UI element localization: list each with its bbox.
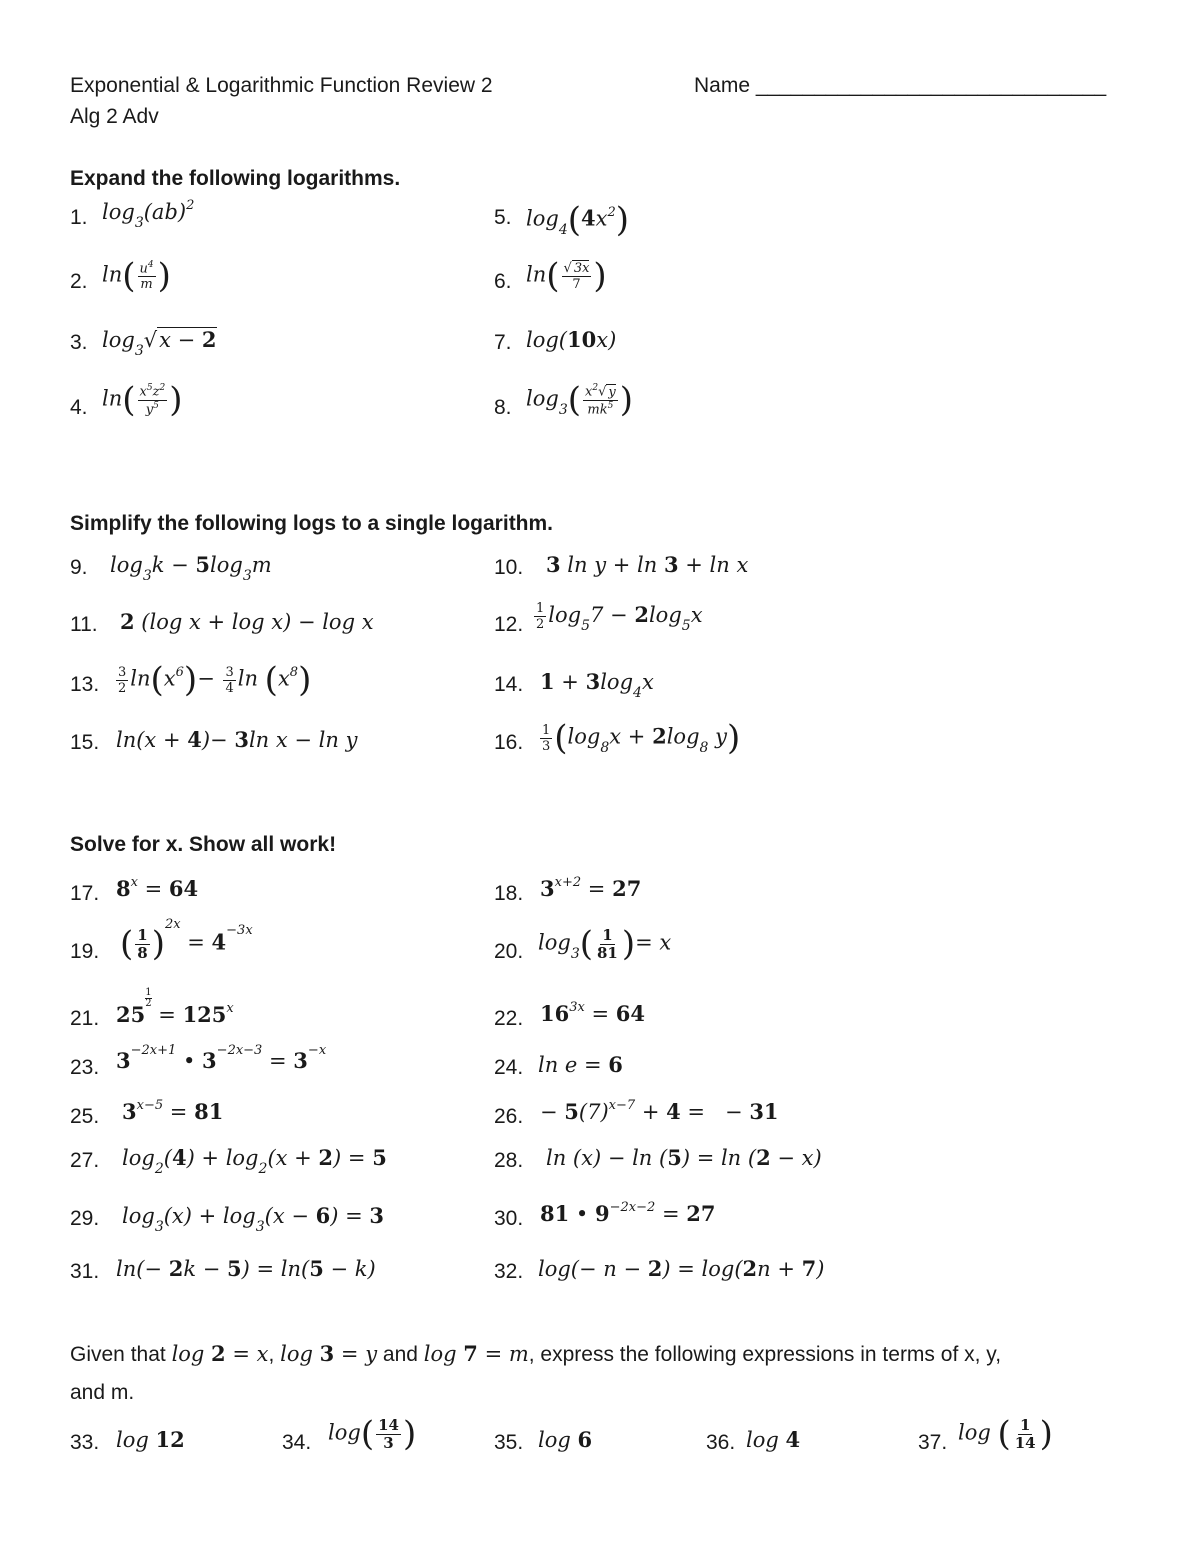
problem-number: 27. xyxy=(70,1149,100,1172)
problem-number: 24. xyxy=(494,1056,524,1079)
problem-number: 12. xyxy=(494,613,524,636)
given-instructions: Given that log 2 = x, log 3 = y and log 7 = m, express the following expressions in terms of x, y, xyxy=(70,1341,1002,1366)
problem-21-expression: 25 $\frac{1}{2}$ = $125^x$ xyxy=(116,987,234,1027)
problem-number: 21. xyxy=(70,1007,100,1030)
problem-number: 29. xyxy=(70,1207,100,1230)
problem-number: 8. xyxy=(494,396,512,419)
problem-29-expression: $\log_3(x) + \log_3(x - 6) = 3$ xyxy=(122,1203,385,1236)
problem-1-expression: $\log_3(ab)^2$ xyxy=(102,198,195,232)
problem-number: 34. xyxy=(282,1431,312,1454)
problem-number: 22. xyxy=(494,1007,524,1030)
problem-33-expression: log 12 xyxy=(116,1427,185,1452)
problem-number: 25. xyxy=(70,1105,100,1128)
problem-number: 30. xyxy=(494,1207,524,1230)
problem-number: 31. xyxy=(70,1260,100,1283)
problem-36-expression: log 4 xyxy=(746,1427,801,1452)
problem-4-expression: ln( $\frac{x^5z^2}{y^5}$ ) xyxy=(102,380,183,420)
problem-number: 1. xyxy=(70,206,88,229)
worksheet-title: Exponential & Logarithmic Function Review 2 xyxy=(70,74,493,97)
section-heading-expand: Expand the following logarithms. xyxy=(70,167,401,190)
given-expr-2: log 3 = y xyxy=(280,1341,378,1366)
problem-number: 17. xyxy=(70,882,100,905)
problem-number: 4. xyxy=(70,396,88,419)
given-expr-3: log 7 = m xyxy=(423,1341,529,1366)
problem-32-expression: log(− n − 2) = log(2n + 7) xyxy=(538,1256,825,1281)
problem-16-expression: $\frac{1}{3}$ ($\log_8x + 2\log_8$ y) xyxy=(542,718,741,758)
section-heading-solve: Solve for x. Show all work! xyxy=(70,833,337,856)
problem-14-expression: $1 + 3\log_4x$ xyxy=(540,669,654,702)
problem-number: 7. xyxy=(494,331,512,354)
problem-34-expression: log( $\frac{14}{3}$ ) xyxy=(328,1414,417,1454)
problem-20-expression: $\log_3$( $\frac{1}{81}$ )= x xyxy=(538,924,672,964)
problem-26-expression: − $5(7)^{x-7} + 4$ = − 31 xyxy=(540,1098,779,1124)
problem-number: 28. xyxy=(494,1149,524,1172)
problem-number: 9. xyxy=(70,556,88,579)
problem-3-expression: $\log_3√x - 2$ xyxy=(102,327,217,360)
problem-31-expression: ln(− 2k − 5) = ln(5 − k) xyxy=(116,1256,376,1281)
problem-number: 16. xyxy=(494,731,524,754)
problem-7-expression: log(10x) xyxy=(526,327,617,352)
course-label: Alg 2 Adv xyxy=(70,105,159,128)
problem-2-expression: ln( $\frac{u^4}{m}$ ) xyxy=(102,256,171,296)
problem-number: 18. xyxy=(494,882,524,905)
problem-23-expression: $3^{-2x+1}$ • $3^{-2x-3} = 3^{-x}$ xyxy=(116,1043,327,1073)
problem-24-expression: ln e = 6 xyxy=(538,1052,623,1077)
problem-17-expression: $8^x = 64$ xyxy=(116,875,199,901)
problem-30-expression: 81 • $9^{-2x-2} = 27$ xyxy=(540,1200,716,1226)
problem-number: 36. xyxy=(706,1431,736,1454)
problem-number: 19. xyxy=(70,940,100,963)
problem-number: 5. xyxy=(494,206,512,229)
problem-35-expression: log 6 xyxy=(538,1427,593,1452)
problem-number: 10. xyxy=(494,556,524,579)
section-heading-simplify: Simplify the following logs to a single logarithm. xyxy=(70,512,554,535)
problem-number: 20. xyxy=(494,940,524,963)
problem-13-expression: $\frac{3}{2}$ $\ln(x^6)-$ $\frac{3}{4}$ $\ln (x^8)$ xyxy=(118,660,312,700)
problem-11-expression: 2 (log x + log x) − log x xyxy=(120,609,374,634)
problem-9-expression: $\log_3k - 5\log_3m$ xyxy=(110,552,272,585)
problem-number: 15. xyxy=(70,731,100,754)
problem-6-expression: ln( $\frac{√ 3x}{7}$ ) xyxy=(526,256,607,296)
problem-10-expression: 3 ln y + ln 3 + ln x xyxy=(546,552,749,577)
problem-25-expression: $3^{x-5} = 81$ xyxy=(122,1098,224,1124)
given-expr-1: log 2 = x xyxy=(171,1341,269,1366)
problem-22-expression: $16^{3x} = 64$ xyxy=(540,1000,646,1026)
problem-number: 23. xyxy=(70,1056,100,1079)
problem-number: 32. xyxy=(494,1260,524,1283)
problem-18-expression: $3^{x+2} = 27$ xyxy=(540,875,642,901)
problem-number: 13. xyxy=(70,673,100,696)
problem-number: 33. xyxy=(70,1431,100,1454)
problem-number: 3. xyxy=(70,331,88,354)
problem-28-expression: ln (x) − ln (5) = ln (2 − x) xyxy=(546,1145,822,1170)
problem-number: 6. xyxy=(494,270,512,293)
given-instructions-cont: and m. xyxy=(70,1381,135,1404)
problem-8-expression: $\log_3$( $\frac{x^2√ y}{mk^5}$ ) xyxy=(526,380,633,420)
problem-19-expression: ( $\frac{1}{8}$ )$^{2x} = 4^{-3x}$ xyxy=(120,916,253,964)
problem-15-expression: ln(x + 4)− 3ln x − ln y xyxy=(116,727,358,752)
name-field[interactable]: Name ______________________________ xyxy=(694,74,1107,97)
problem-number: 35. xyxy=(494,1431,524,1454)
problem-number: 11. xyxy=(70,613,98,636)
problem-number: 26. xyxy=(494,1105,524,1128)
problem-37-expression: log ( $\frac{1}{14}$ ) xyxy=(958,1414,1053,1454)
problem-number: 37. xyxy=(918,1431,948,1454)
problem-12-expression: $\frac{1}{2}$ $\log_57 - 2\log_5x$ xyxy=(536,601,703,635)
problem-27-expression: $\log_2(4) + \log_2(x + 2) = 5$ xyxy=(122,1145,387,1178)
problem-number: 2. xyxy=(70,270,88,293)
problem-5-expression: $\log_4(4x^2)$ xyxy=(526,200,630,240)
problem-number: 14. xyxy=(494,673,524,696)
